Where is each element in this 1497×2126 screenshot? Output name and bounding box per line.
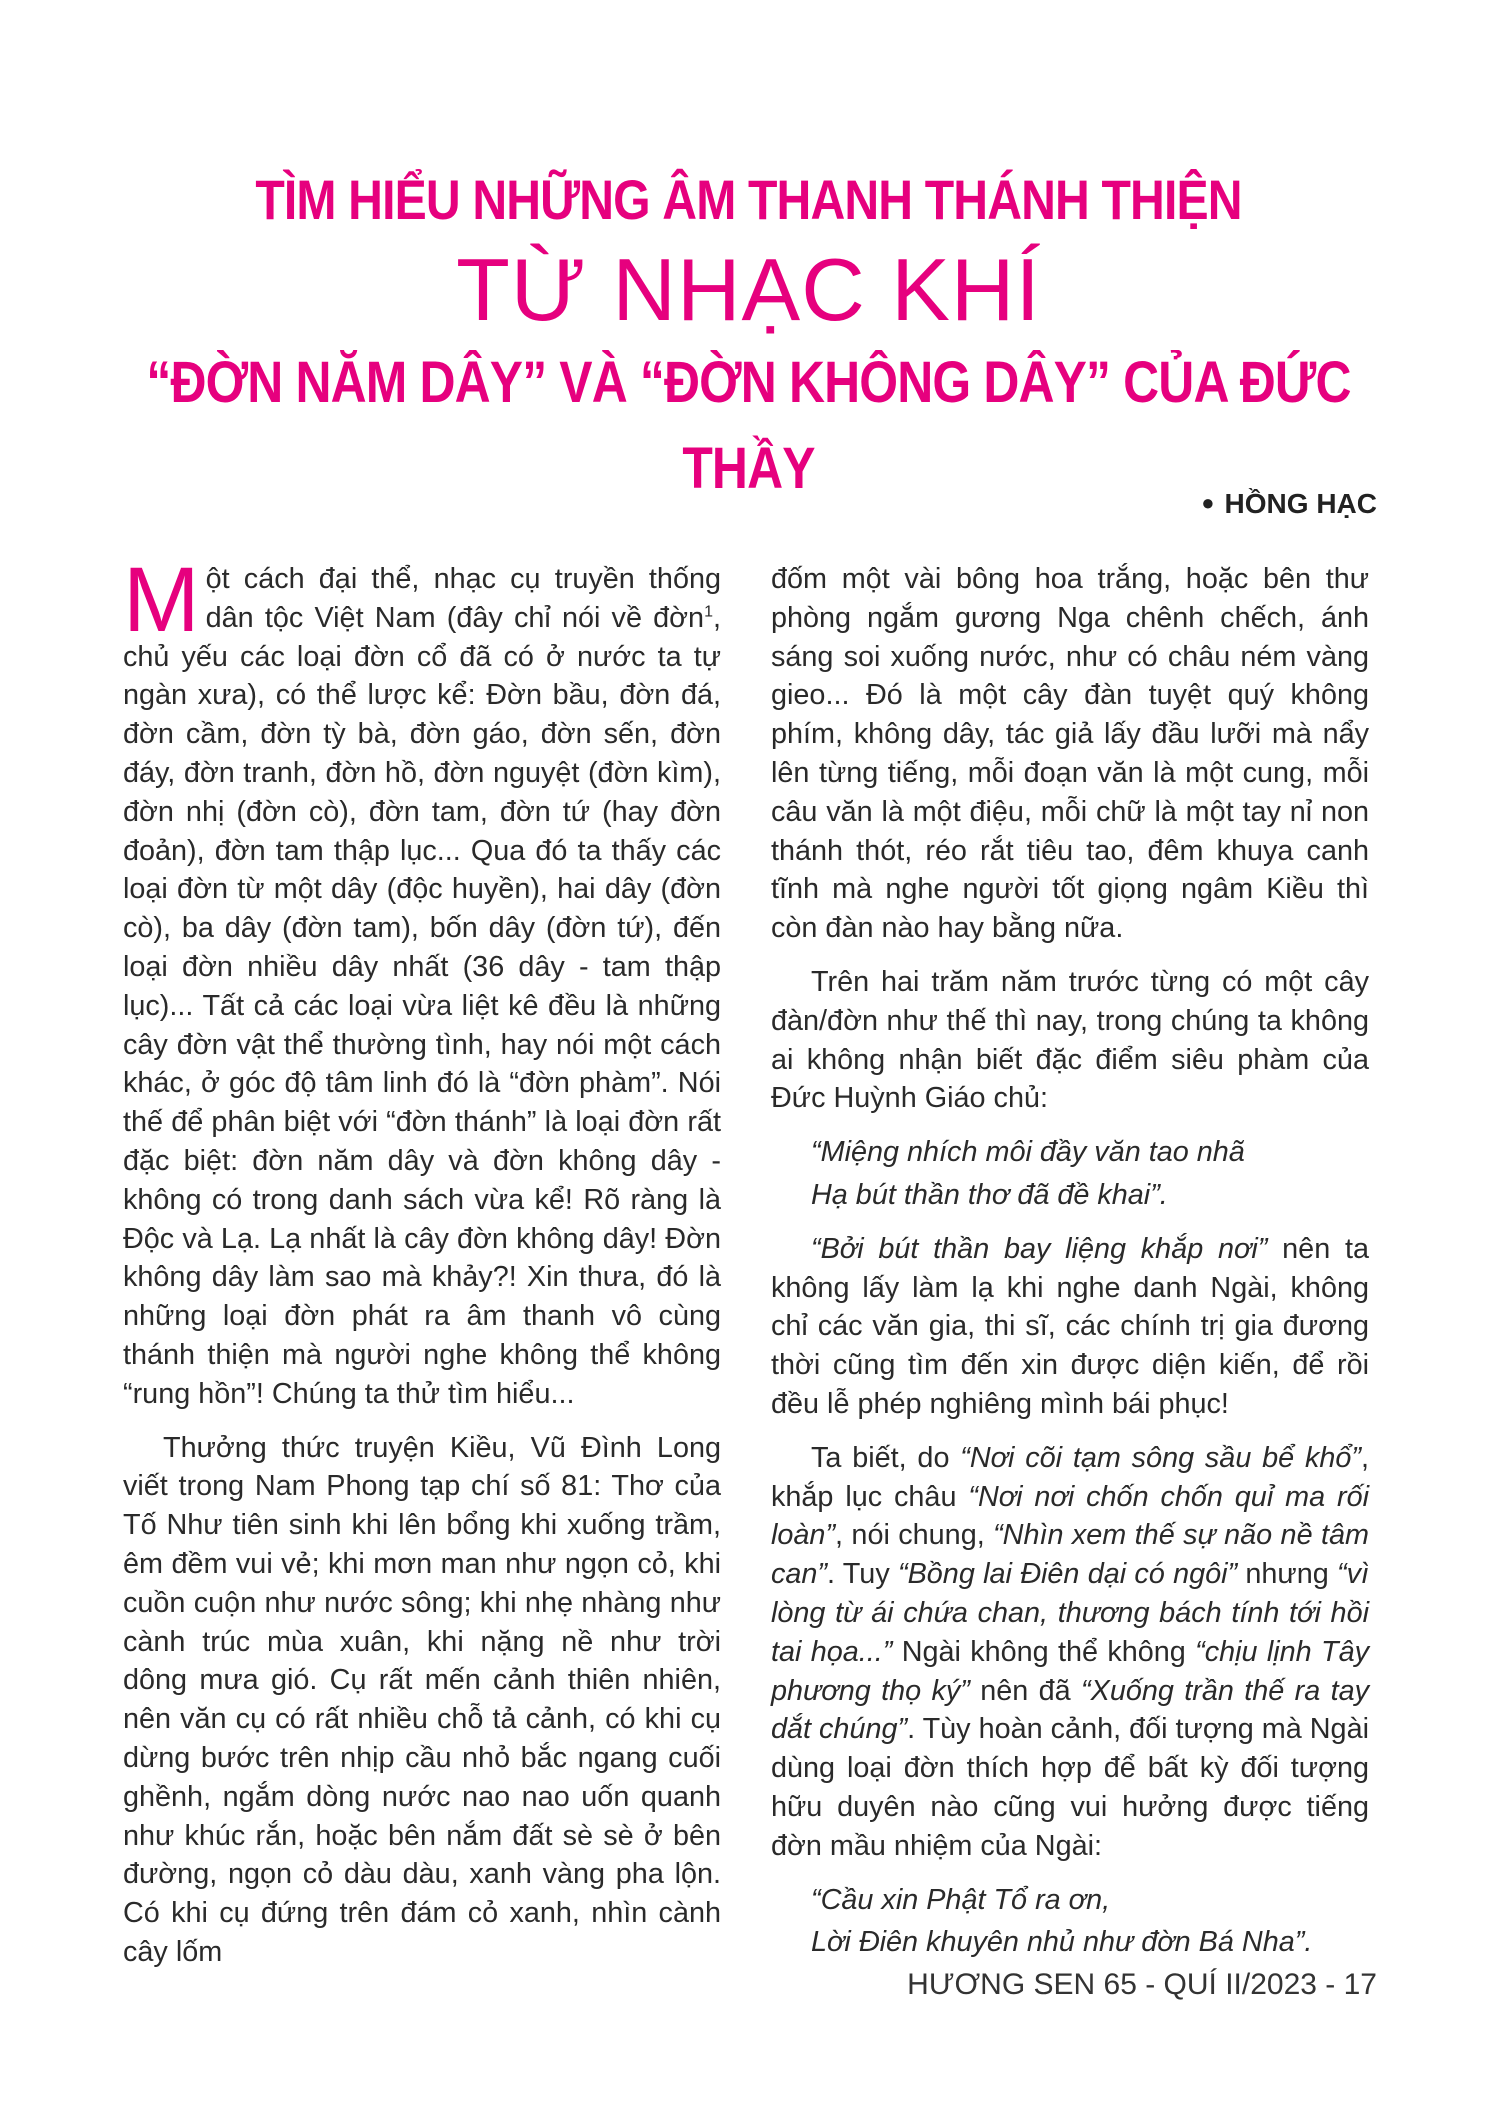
verse-line: “Cầu xin Phật Tổ ra ơn, [811,1883,1111,1916]
left-column [123,549,721,1987]
paragraph-text: . Tuy [827,1558,898,1591]
right-column [771,560,1369,1966]
quote: “Nhìn xem thế sự não nề tâm can” [771,1519,1369,1591]
paragraph-text: nên ta không lấy làm lạ khi nghe danh Ngài, không chỉ các văn gia, thi sĩ, các chính trị gia đương thời cũng tìm đến xin được diện kiến, để rồi đều lễ phép nghiêng mình bái phục! [771,1232,1369,1420]
quote: “Bởi bút thần bay liệng khắp nơi” [811,1232,1268,1265]
paragraph-text: ột cách đại thể, nhạc cụ truyền thống dân tộc Việt Nam (đây chỉ nói về đờn [205,563,721,634]
author-byline [1201,488,1377,520]
article-title [0,160,1497,512]
title-line-2: TỪ NHẠC KHÍ [456,240,1041,339]
quote: “Bồng lai Điên dại có ngôi” [898,1558,1238,1591]
verse-line: Hạ bút thần thơ đã đề khai”. [811,1178,1168,1211]
drop-cap: M [123,549,200,651]
quote: “chịu lịnh Tây phương thọ ký” [771,1635,1369,1707]
quote: “Nơi nơi chốn chốn quỉ ma rối loàn” [771,1480,1369,1552]
paragraph-text: nên đã [969,1674,1082,1707]
paragraph-text: . Tùy hoàn cảnh, đối tượng mà Ngài dùng loại đờn thích hợp để bất kỳ đối tượng hữu duyên nào cũng vui hưởng được tiếng đờn mầu nhiệm của Ngài: [771,1713,1369,1862]
footnote-ref: 1 [704,603,713,621]
paragraph-text: nhưng [1237,1558,1338,1591]
paragraph-text: Ta biết, do [811,1441,961,1474]
verse-line: Lời Điên khuyên nhủ như đờn Bá Nha”. [811,1926,1313,1959]
bullet-icon: ● [1201,490,1215,515]
paragraph: Trên hai trăm năm trước từng có một cây đàn/đờn như thế thì nay, trong chúng ta không ai không nhận biết đặc điểm siêu phàm của Đức Huỳnh Giáo chủ: [771,965,1369,1115]
paragraph-text: , nói chung, [835,1519,994,1552]
quote: “Xuống trần thế ra tay dắt chúng” [771,1674,1369,1746]
paragraph-text: , khắp lục châu [771,1441,1369,1513]
paragraph-text: Ngài không thể không [892,1635,1196,1668]
paragraph [123,549,721,1414]
paragraph [771,1439,1369,1866]
paragraph [771,1230,1369,1424]
paragraph: đốm một vài bông hoa trắng, hoặc bên thư phòng ngắm gương Nga chênh chếch, ánh sáng soi xuống nước, như có châu ném vàng gieo... Đó là một cây đàn tuyệt quý không phím, không dây, tác giả lấy đầu lưỡi mà nẩy lên từng tiếng, mỗi đoạn văn là một cung, mỗi câu văn là một điệu, mỗi chữ là một tay nỉ non thánh thót, réo rắt tiêu tao, đêm khuya canh tĩnh mà nghe người tốt giọng ngâm Kiều thì còn đàn nào hay bằng nữa. [771,563,1369,945]
paragraph: Thưởng thức truyện Kiều, Vũ Đình Long viết trong Nam Phong tạp chí số 81: Thơ của Tố Như tiên sinh khi lên bổng khi xuống trầm, êm đềm vui vẻ; khi mơn man như ngọn cỏ, khi cuồn cuộn như nước sông; khi nhẹ nhàng như cành trúc mùa xuân, khi nặng nề như trời dông mưa gió. Cụ rất mến cảnh thiên nhiên, nên văn cụ có rất nhiều chỗ tả cảnh, có khi cụ dừng bước trên nhịp cầu nhỏ bắc ngang cuối ghềnh, ngắm dòng nước nao nao uốn quanh như khúc rắn, hoặc bên nắm đất sè sè ở bên đường, ngọn cỏ dàu dàu, xanh vàng pha lộn. Có khi cụ đứng trên đám cỏ xanh, nhìn cành cây lốm [123,1431,721,1968]
title-line-1: TÌM HIỂU NHỮNG ÂM THANH THÁNH THIỆN [255,168,1242,231]
quote: “Nơi cõi tạm sông sầu bể khổ” [960,1441,1361,1474]
title-line-3: “ĐỜN NĂM DÂY” VÀ “ĐỜN KHÔNG DÂY” CỦA ĐỨC THẦY [146,350,1351,501]
page-footer: HƯƠNG SEN 65 - QUÍ II/2023 - 17 [907,1968,1377,2001]
paragraph-text: , chủ yếu các loại đờn cổ đã có ở nước ta tự ngàn xưa), có thể lược kể: Đờn bầu, đờn đá, đờn cầm, đờn tỳ bà, đờn gáo, đờn sến, đờn đáy, đờn tranh, đờn hồ, đờn nguyệt (đờn kìm), đờn nhị (đờn cò), đờn tam, đờn tứ (hay đờn đoản), đờn tam thập lục... Qua đó ta thấy các loại đờn từ một dây (độc huyền), hai dây (đờn cò), ba dây (đờn tam), bốn dây (đờn tứ), đến loại đờn nhiều dây nhất (36 dây - tam thập lục)... Tất cả các loại vừa liệt kê đều là những cây đờn vật thể thường tình, hay nói một cách khác, ở góc độ tâm linh đó là “đờn phàm”. Nói thế để phân biệt với “đờn thánh” là loại đờn rất đặc biệt: đờn năm dây và đờn không dây - không có trong danh sách vừa kể! Rõ ràng là Độc và Lạ. Lạ nhất là cây đờn không dây! Đờn không dây làm sao mà khảy?! Xin thưa, đó là những loại đờn phát ra âm thanh vô cùng thánh thiện mà người nghe không thể không “rung hồn”! Chúng ta thử tìm hiểu... [123,601,721,1410]
quote: “vì lòng từ ái chứa chan, thương bách tính tới hồi tai họa...” [771,1558,1370,1668]
verse-line: “Miệng nhích môi đầy văn tao nhã [811,1136,1245,1169]
author-name: HỒNG HẠC [1224,488,1377,519]
